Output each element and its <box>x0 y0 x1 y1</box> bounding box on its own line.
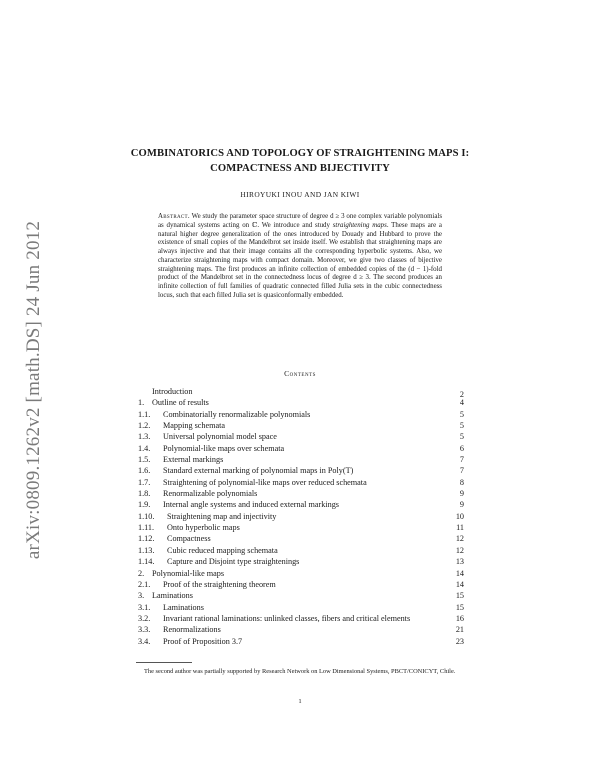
toc-entry[interactable] <box>138 545 464 556</box>
toc-entry-number: 3.4. <box>138 636 151 646</box>
toc-entry-page: 7 <box>459 466 464 476</box>
toc-entry[interactable] <box>138 602 464 613</box>
toc-entry-page: 2 <box>459 390 464 400</box>
toc-entry-page: 14 <box>455 579 464 589</box>
toc-entry-number: 1.8. <box>138 489 151 499</box>
toc-entry-page: 12 <box>455 545 464 555</box>
toc-entry-title: Combinatorially renormalizable polynomials <box>163 409 311 419</box>
toc-entry-page: 16 <box>455 613 464 623</box>
abstract-text-a: We study the parameter space structure of degree d ≥ 3 one complex variable polynomials as dynamical systems acting on ℂ. We introduce and study <box>158 213 442 229</box>
toc-entry-label <box>138 613 410 624</box>
toc-entry-title: Introduction <box>152 387 193 396</box>
toc-entry-label <box>138 488 257 499</box>
toc-entry-label <box>138 397 209 408</box>
toc-entry-title: Renormalizations <box>163 625 221 635</box>
toc-entry-title: Proof of the straightening theorem <box>163 579 276 589</box>
toc-entry-number: 1.13. <box>138 545 155 555</box>
toc-entry-title: Proof of Proposition 3.7 <box>163 636 243 646</box>
toc-entry-title: Internal angle systems and induced external markings <box>163 500 339 510</box>
toc-entry-number: 2. <box>138 568 145 578</box>
toc-entry[interactable] <box>138 477 464 488</box>
toc-entry-page: 5 <box>459 432 464 442</box>
toc-entry[interactable] <box>138 488 464 499</box>
toc-entry-label <box>138 579 276 590</box>
toc-entry-number: 1.6. <box>138 466 151 476</box>
toc-entry-page: 13 <box>455 557 464 567</box>
toc-entry[interactable] <box>138 579 464 590</box>
toc-entry-page: 8 <box>459 477 464 487</box>
toc-entry-title: Laminations <box>152 591 193 601</box>
toc-entry-number: 1.1. <box>138 409 151 419</box>
toc-entry-label <box>138 602 204 613</box>
toc-entry[interactable] <box>138 533 464 544</box>
toc-entry[interactable] <box>138 397 464 408</box>
toc-entry-label <box>138 431 277 442</box>
toc-entry-title: Outline of results <box>152 398 209 408</box>
toc-entry-title: Laminations <box>163 602 204 612</box>
toc-entry-label <box>138 511 276 522</box>
toc-entry-label <box>138 386 192 397</box>
toc-entry[interactable] <box>138 420 464 431</box>
toc-entry-page: 4 <box>459 398 464 408</box>
toc-entry-number: 3.1. <box>138 602 151 612</box>
toc-entry[interactable] <box>138 465 464 476</box>
toc-entry-number: 1.2. <box>138 421 151 431</box>
toc-entry-label <box>138 420 225 431</box>
toc-entry[interactable] <box>138 624 464 635</box>
toc-entry-title: Mapping schemata <box>163 421 226 431</box>
toc-entry-label <box>138 522 240 533</box>
toc-entry-title: Invariant rational laminations: unlinked classes, fibers and critical elements <box>163 613 411 623</box>
toc-entry-number: 1.12. <box>138 534 155 544</box>
abstract <box>158 213 442 301</box>
toc-entry-title: Universal polynomial model space <box>163 432 277 442</box>
title-line-2: COMPACTNESS AND BIJECTIVITY <box>210 163 390 174</box>
toc-entry-title: Straightening map and injectivity <box>167 511 277 521</box>
toc-entry[interactable] <box>138 409 464 420</box>
toc-entry-page: 12 <box>455 534 464 544</box>
toc-entry-label <box>138 454 223 465</box>
toc-entry-page: 9 <box>459 489 464 499</box>
toc-entry[interactable] <box>138 568 464 579</box>
toc-entry-number: 1.9. <box>138 500 151 510</box>
toc-entry-label <box>138 624 221 635</box>
authors: HIROYUKI INOU AND JAN KIWI <box>240 190 360 199</box>
toc-entry[interactable] <box>138 556 464 567</box>
toc-entry-page: 14 <box>455 568 464 578</box>
toc-entry-title: Renormalizable polynomials <box>163 489 258 499</box>
toc-entry-number: 1.7. <box>138 477 151 487</box>
toc-entry-title: Polynomial-like maps <box>152 568 225 578</box>
toc-entry-title: External markings <box>163 455 224 465</box>
toc-entry-title: Straightening of polynomial-like maps over reduced schemata <box>163 477 367 487</box>
toc-entry[interactable] <box>138 613 464 624</box>
toc-entry-page: 15 <box>455 591 464 601</box>
abstract-label: Abstract. <box>158 213 190 220</box>
toc-entry-title: Cubic reduced mapping schemata <box>167 545 278 555</box>
toc-entry[interactable] <box>138 431 464 442</box>
toc-entry-label <box>138 465 353 476</box>
table-of-contents <box>138 386 464 647</box>
toc-entry-number <box>138 386 152 397</box>
toc-entry-label <box>138 636 242 647</box>
toc-entry-page: 6 <box>459 443 464 453</box>
toc-entry-number: 1.10. <box>138 511 155 521</box>
toc-entry-page: 5 <box>459 409 464 419</box>
toc-entry-page: 9 <box>459 500 464 510</box>
toc-entry-number: 1. <box>138 398 145 408</box>
toc-entry[interactable] <box>138 590 464 601</box>
toc-entry[interactable] <box>138 522 464 533</box>
toc-entry-page: 7 <box>459 455 464 465</box>
toc-entry-title: Standard external marking of polynomial maps in Poly(T) <box>163 466 354 476</box>
arxiv-identifier: arXiv:0809.1262v2 [math.DS] 24 Jun 2012 <box>23 220 44 560</box>
toc-entry-label <box>138 477 367 488</box>
arxiv-side-stamp <box>20 190 48 590</box>
toc-entry[interactable] <box>138 499 464 510</box>
toc-entry-number: 1.5. <box>138 455 151 465</box>
toc-entry-title: Capture and Disjoint type straightenings <box>167 557 300 567</box>
toc-entry-label <box>138 409 310 420</box>
paper-title <box>100 146 500 176</box>
toc-entry-page: 23 <box>455 636 464 646</box>
footnote: The second author was partially supported by Research Network on Low Dimensional Systems, PBCT/CONICYT, Chile. <box>144 668 456 675</box>
toc-entry-title: Polynomial-like maps over schemata <box>163 443 285 453</box>
toc-entry-label <box>138 499 339 510</box>
toc-entry-number: 1.14. <box>138 557 155 567</box>
footnote-rule <box>136 662 192 663</box>
toc-entry-page: 11 <box>456 523 464 533</box>
toc-entry-label <box>138 590 193 601</box>
toc-entry[interactable] <box>138 636 464 647</box>
toc-entry-label <box>138 568 224 579</box>
page-number: 1 <box>298 698 302 705</box>
abstract-text-b: . These maps are a natural higher degree generalization of the ones introduced by Douady and Hubbard to prove the existence of small copies of the Mandelbrot set inside itself. We establish that straightening maps are always injective and that their image contains all the corresponding hyperbolic systems. Also, we characterize straightening maps with compact domain. Moreover, we give two classes of bijective straightening maps. The first produces an infinite collection of embedded copies of the (d − 1)-fold product of the Mandelbrot set in the connectedness locus of degree d ≥ 3. The second produces an infinite collection of full families of quadratic connected filled Julia sets in the cubic connectedness locus, such that each filled Julia set is quasiconformally embedded. <box>158 221 442 299</box>
toc-entry-number: 1.3. <box>138 432 151 442</box>
toc-entry-label <box>138 533 211 544</box>
toc-entry-label <box>138 556 299 567</box>
toc-entry-number: 3. <box>138 591 145 601</box>
toc-entry-number: 1.11. <box>138 523 155 533</box>
toc-entry-page: 21 <box>455 625 464 635</box>
toc-entry-title: Compactness <box>167 534 211 544</box>
toc-entry-page: 5 <box>459 421 464 431</box>
title-line-1: COMBINATORICS AND TOPOLOGY OF STRAIGHTENING MAPS I: <box>130 148 470 159</box>
contents-heading: Contents <box>284 369 316 378</box>
toc-entry[interactable] <box>138 386 464 400</box>
toc-entry-number: 3.3. <box>138 625 151 635</box>
toc-entry[interactable] <box>138 454 464 465</box>
toc-entry[interactable] <box>138 443 464 454</box>
toc-entry-page: 15 <box>455 602 464 612</box>
toc-entry-page: 10 <box>455 511 464 521</box>
toc-entry-label <box>138 545 278 556</box>
toc-entry-number: 1.4. <box>138 443 151 453</box>
abstract-emphasis: straightening maps <box>332 221 387 229</box>
toc-entry-number: 3.2. <box>138 613 151 623</box>
toc-entry[interactable] <box>138 511 464 522</box>
toc-entry-title: Onto hyperbolic maps <box>167 523 240 533</box>
toc-entry-label <box>138 443 284 454</box>
toc-entry-number: 2.1. <box>138 579 151 589</box>
